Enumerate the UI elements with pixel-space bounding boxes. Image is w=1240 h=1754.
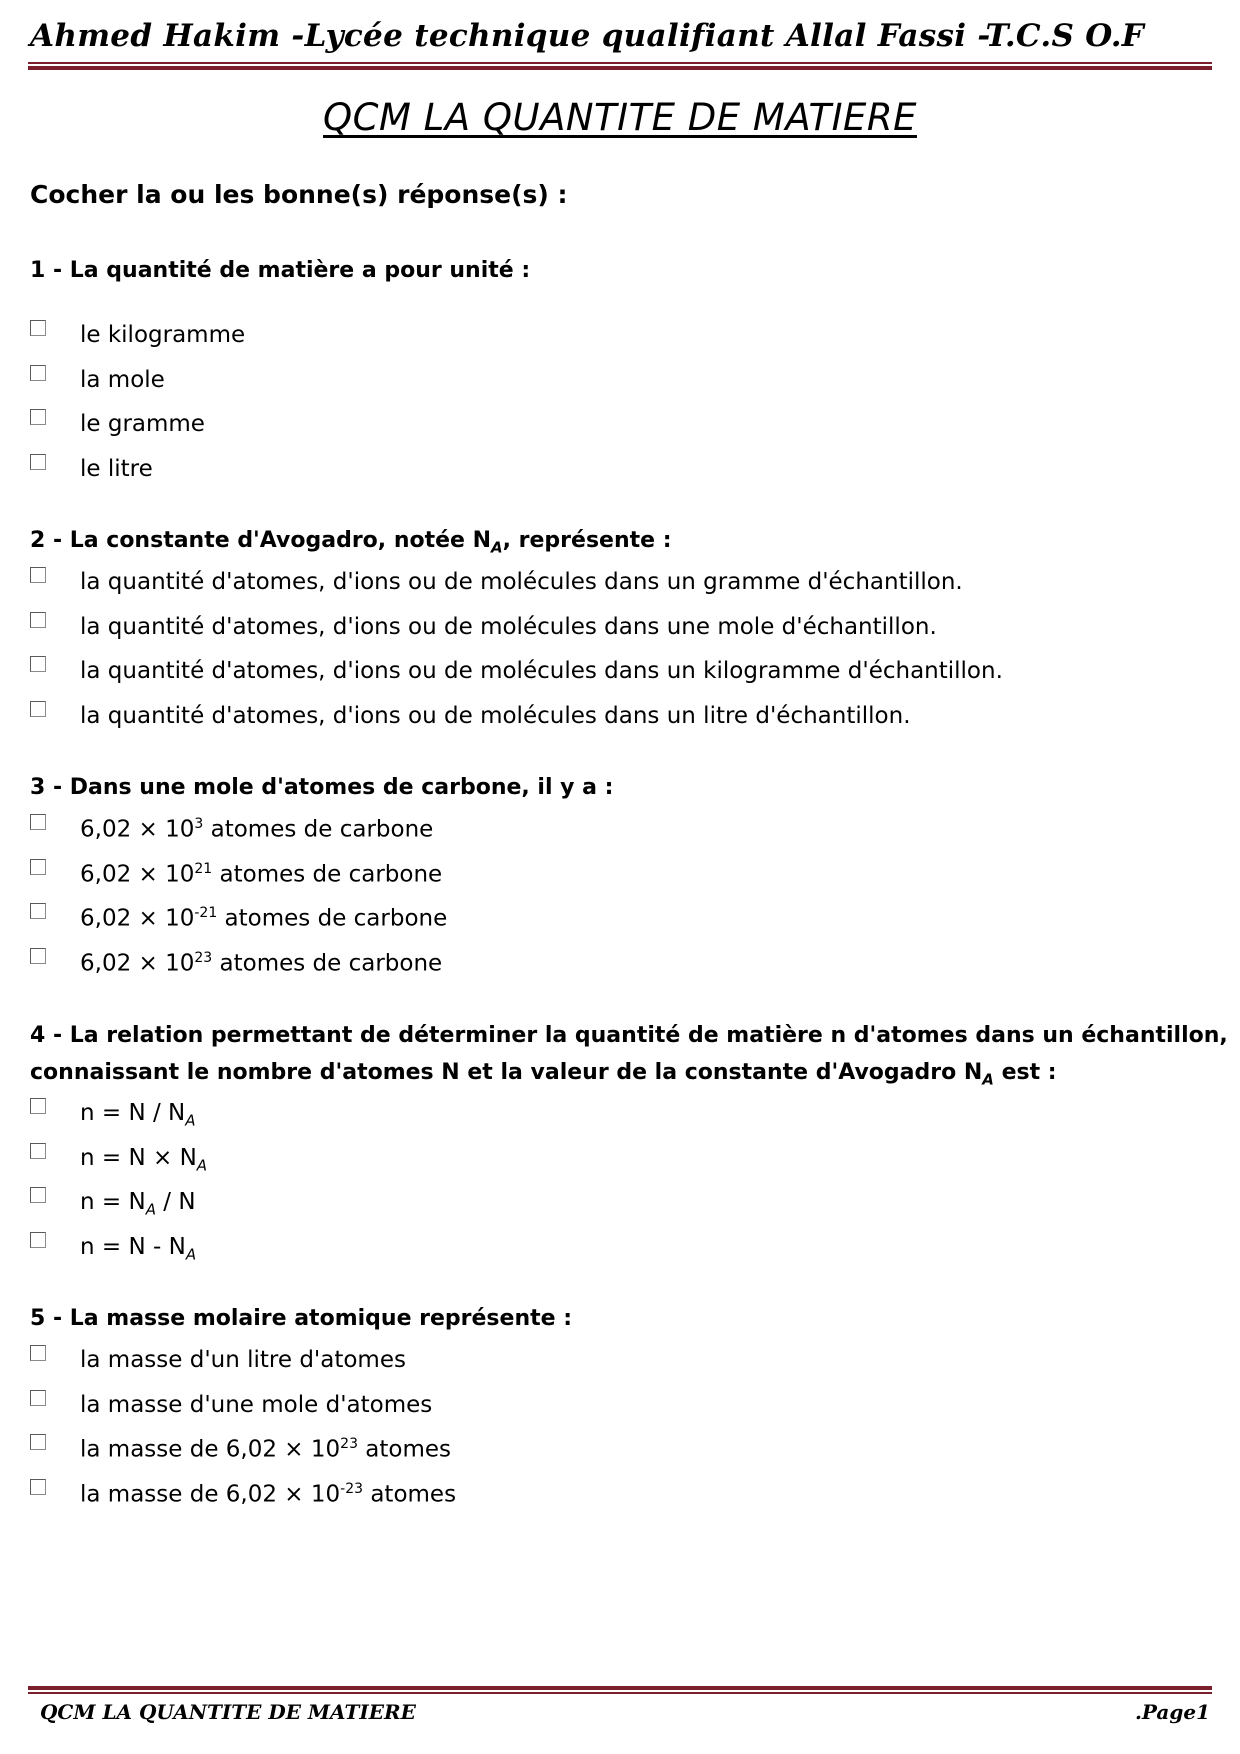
option-label bbox=[80, 1100, 196, 1130]
option-text: 6,02 × 10 bbox=[80, 950, 195, 977]
option-label: le litre bbox=[80, 456, 153, 482]
option-5-2[interactable] bbox=[30, 1386, 1210, 1426]
header-text: Ahmed Hakim -Lycée technique qualifiant Allal Fassi -T.C.S O.F bbox=[30, 18, 1145, 54]
option-text: atomes de carbone bbox=[212, 950, 443, 977]
option-text: 6,02 × 10 bbox=[80, 816, 195, 843]
exponent: 23 bbox=[340, 1436, 358, 1452]
option-text: n = N - N bbox=[80, 1234, 186, 1260]
checkbox[interactable] bbox=[30, 1232, 46, 1248]
subscript: A bbox=[185, 1245, 197, 1264]
option-text: la masse d'un litre d'atomes bbox=[80, 1347, 406, 1373]
subscript: A bbox=[196, 1156, 208, 1175]
checkbox[interactable] bbox=[30, 1187, 46, 1203]
checkbox[interactable] bbox=[30, 454, 46, 470]
checkbox[interactable] bbox=[30, 1479, 46, 1495]
checkbox[interactable] bbox=[30, 612, 46, 628]
option-label bbox=[80, 905, 447, 932]
option-label bbox=[80, 1145, 207, 1175]
page-number: .Page1 bbox=[1134, 1700, 1210, 1724]
exponent: 23 bbox=[194, 950, 213, 966]
question-1: 1 - La quantité de matière a pour unité : bbox=[30, 258, 531, 283]
checkbox[interactable] bbox=[30, 701, 46, 717]
option-label bbox=[80, 950, 442, 977]
question-text: est : bbox=[993, 1060, 1057, 1085]
option-3-3[interactable] bbox=[30, 899, 1210, 939]
option-text: atomes de carbone bbox=[203, 816, 434, 843]
option-5-3[interactable] bbox=[30, 1430, 1210, 1470]
option-label bbox=[80, 1392, 432, 1418]
question-text: connaissant le nombre d'atomes N et la valeur de la constante d'Avogadro N bbox=[30, 1060, 983, 1085]
option-text: n = N / N bbox=[80, 1100, 186, 1126]
option-text: la masse d'une mole d'atomes bbox=[80, 1392, 433, 1418]
option-text: / N bbox=[155, 1189, 196, 1215]
option-1-3[interactable] bbox=[30, 405, 1210, 445]
option-text: 6,02 × 10 bbox=[80, 905, 195, 932]
checkbox[interactable] bbox=[30, 1098, 46, 1114]
checkbox[interactable] bbox=[30, 948, 46, 964]
option-label: le gramme bbox=[80, 411, 205, 437]
question-text: , représente : bbox=[502, 528, 672, 553]
instruction: Cocher la ou les bonne(s) réponse(s) : bbox=[30, 180, 568, 209]
option-label bbox=[80, 1189, 196, 1219]
option-label: la mole bbox=[80, 367, 165, 393]
option-2-4[interactable] bbox=[30, 697, 1210, 737]
option-2-2[interactable] bbox=[30, 608, 1210, 648]
option-label: la quantité d'atomes, d'ions ou de molécules dans un litre d'échantillon. bbox=[80, 703, 911, 729]
checkbox[interactable] bbox=[30, 903, 46, 919]
option-label bbox=[80, 861, 442, 888]
option-4-1[interactable] bbox=[30, 1094, 1210, 1134]
footer-rule bbox=[28, 1686, 1212, 1694]
option-label: la quantité d'atomes, d'ions ou de molécules dans un gramme d'échantillon. bbox=[80, 569, 963, 595]
option-1-1[interactable] bbox=[30, 316, 1210, 356]
subscript: A bbox=[491, 538, 503, 557]
page-title: QCM LA QUANTITE DE MATIERE bbox=[323, 96, 917, 139]
option-1-4[interactable] bbox=[30, 450, 1210, 490]
option-3-2[interactable] bbox=[30, 855, 1210, 895]
question-3: 3 - Dans une mole d'atomes de carbone, il y a : bbox=[30, 775, 614, 800]
checkbox[interactable] bbox=[30, 1143, 46, 1159]
option-label bbox=[80, 1347, 406, 1373]
subscript: A bbox=[982, 1070, 994, 1089]
subscript: A bbox=[145, 1200, 156, 1219]
option-text: atomes de carbone bbox=[217, 905, 448, 932]
option-2-3[interactable] bbox=[30, 652, 1210, 692]
option-label: la quantité d'atomes, d'ions ou de molécules dans un kilogramme d'échantillon. bbox=[80, 658, 1003, 684]
option-text: n = N × N bbox=[80, 1145, 197, 1171]
question-2 bbox=[30, 522, 1210, 566]
option-3-4[interactable] bbox=[30, 944, 1210, 984]
option-label bbox=[80, 1436, 451, 1463]
option-text: la masse de 6,02 × 10 bbox=[80, 1481, 341, 1508]
option-label bbox=[80, 816, 433, 843]
option-4-3[interactable] bbox=[30, 1183, 1210, 1223]
checkbox[interactable] bbox=[30, 567, 46, 583]
checkbox[interactable] bbox=[30, 1434, 46, 1450]
option-label bbox=[80, 1481, 456, 1508]
checkbox[interactable] bbox=[30, 1390, 46, 1406]
option-5-4[interactable] bbox=[30, 1475, 1210, 1515]
question-line-1: 4 - La relation permettant de déterminer la quantité de matière n d'atomes dans un échantillon, bbox=[30, 1023, 1228, 1048]
option-label: la quantité d'atomes, d'ions ou de molécules dans une mole d'échantillon. bbox=[80, 614, 937, 640]
question-line-2 bbox=[30, 1054, 1210, 1098]
option-2-1[interactable] bbox=[30, 563, 1210, 603]
question-4 bbox=[30, 1017, 1228, 1098]
exponent: 21 bbox=[194, 861, 213, 877]
option-label bbox=[80, 1234, 196, 1264]
exponent: -23 bbox=[340, 1481, 364, 1497]
option-text: 6,02 × 10 bbox=[80, 861, 195, 888]
exponent: -21 bbox=[194, 905, 218, 921]
checkbox[interactable] bbox=[30, 859, 46, 875]
checkbox[interactable] bbox=[30, 1345, 46, 1361]
option-text: atomes de carbone bbox=[212, 861, 443, 888]
option-1-2[interactable] bbox=[30, 361, 1210, 401]
option-label: le kilogramme bbox=[80, 322, 246, 348]
checkbox[interactable] bbox=[30, 656, 46, 672]
option-4-2[interactable] bbox=[30, 1139, 1210, 1179]
option-3-1[interactable] bbox=[30, 810, 1210, 850]
exponent: 3 bbox=[194, 816, 204, 832]
subscript: A bbox=[185, 1111, 196, 1130]
option-text: n = N bbox=[80, 1189, 146, 1215]
checkbox[interactable] bbox=[30, 814, 46, 830]
option-text: atomes bbox=[363, 1481, 457, 1508]
question-text: 2 - La constante d'Avogadro, notée N bbox=[30, 528, 492, 553]
option-text: la masse de 6,02 × 10 bbox=[80, 1436, 341, 1463]
checkbox[interactable] bbox=[30, 409, 46, 425]
header-rule bbox=[28, 62, 1212, 70]
option-4-4[interactable] bbox=[30, 1228, 1210, 1268]
checkbox[interactable] bbox=[30, 365, 46, 381]
option-text: atomes bbox=[357, 1436, 452, 1463]
checkbox[interactable] bbox=[30, 320, 46, 336]
question-5: 5 - La masse molaire atomique représente : bbox=[30, 1306, 573, 1331]
footer-title: QCM LA QUANTITE DE MATIERE bbox=[40, 1700, 416, 1724]
option-5-1[interactable] bbox=[30, 1341, 1210, 1381]
